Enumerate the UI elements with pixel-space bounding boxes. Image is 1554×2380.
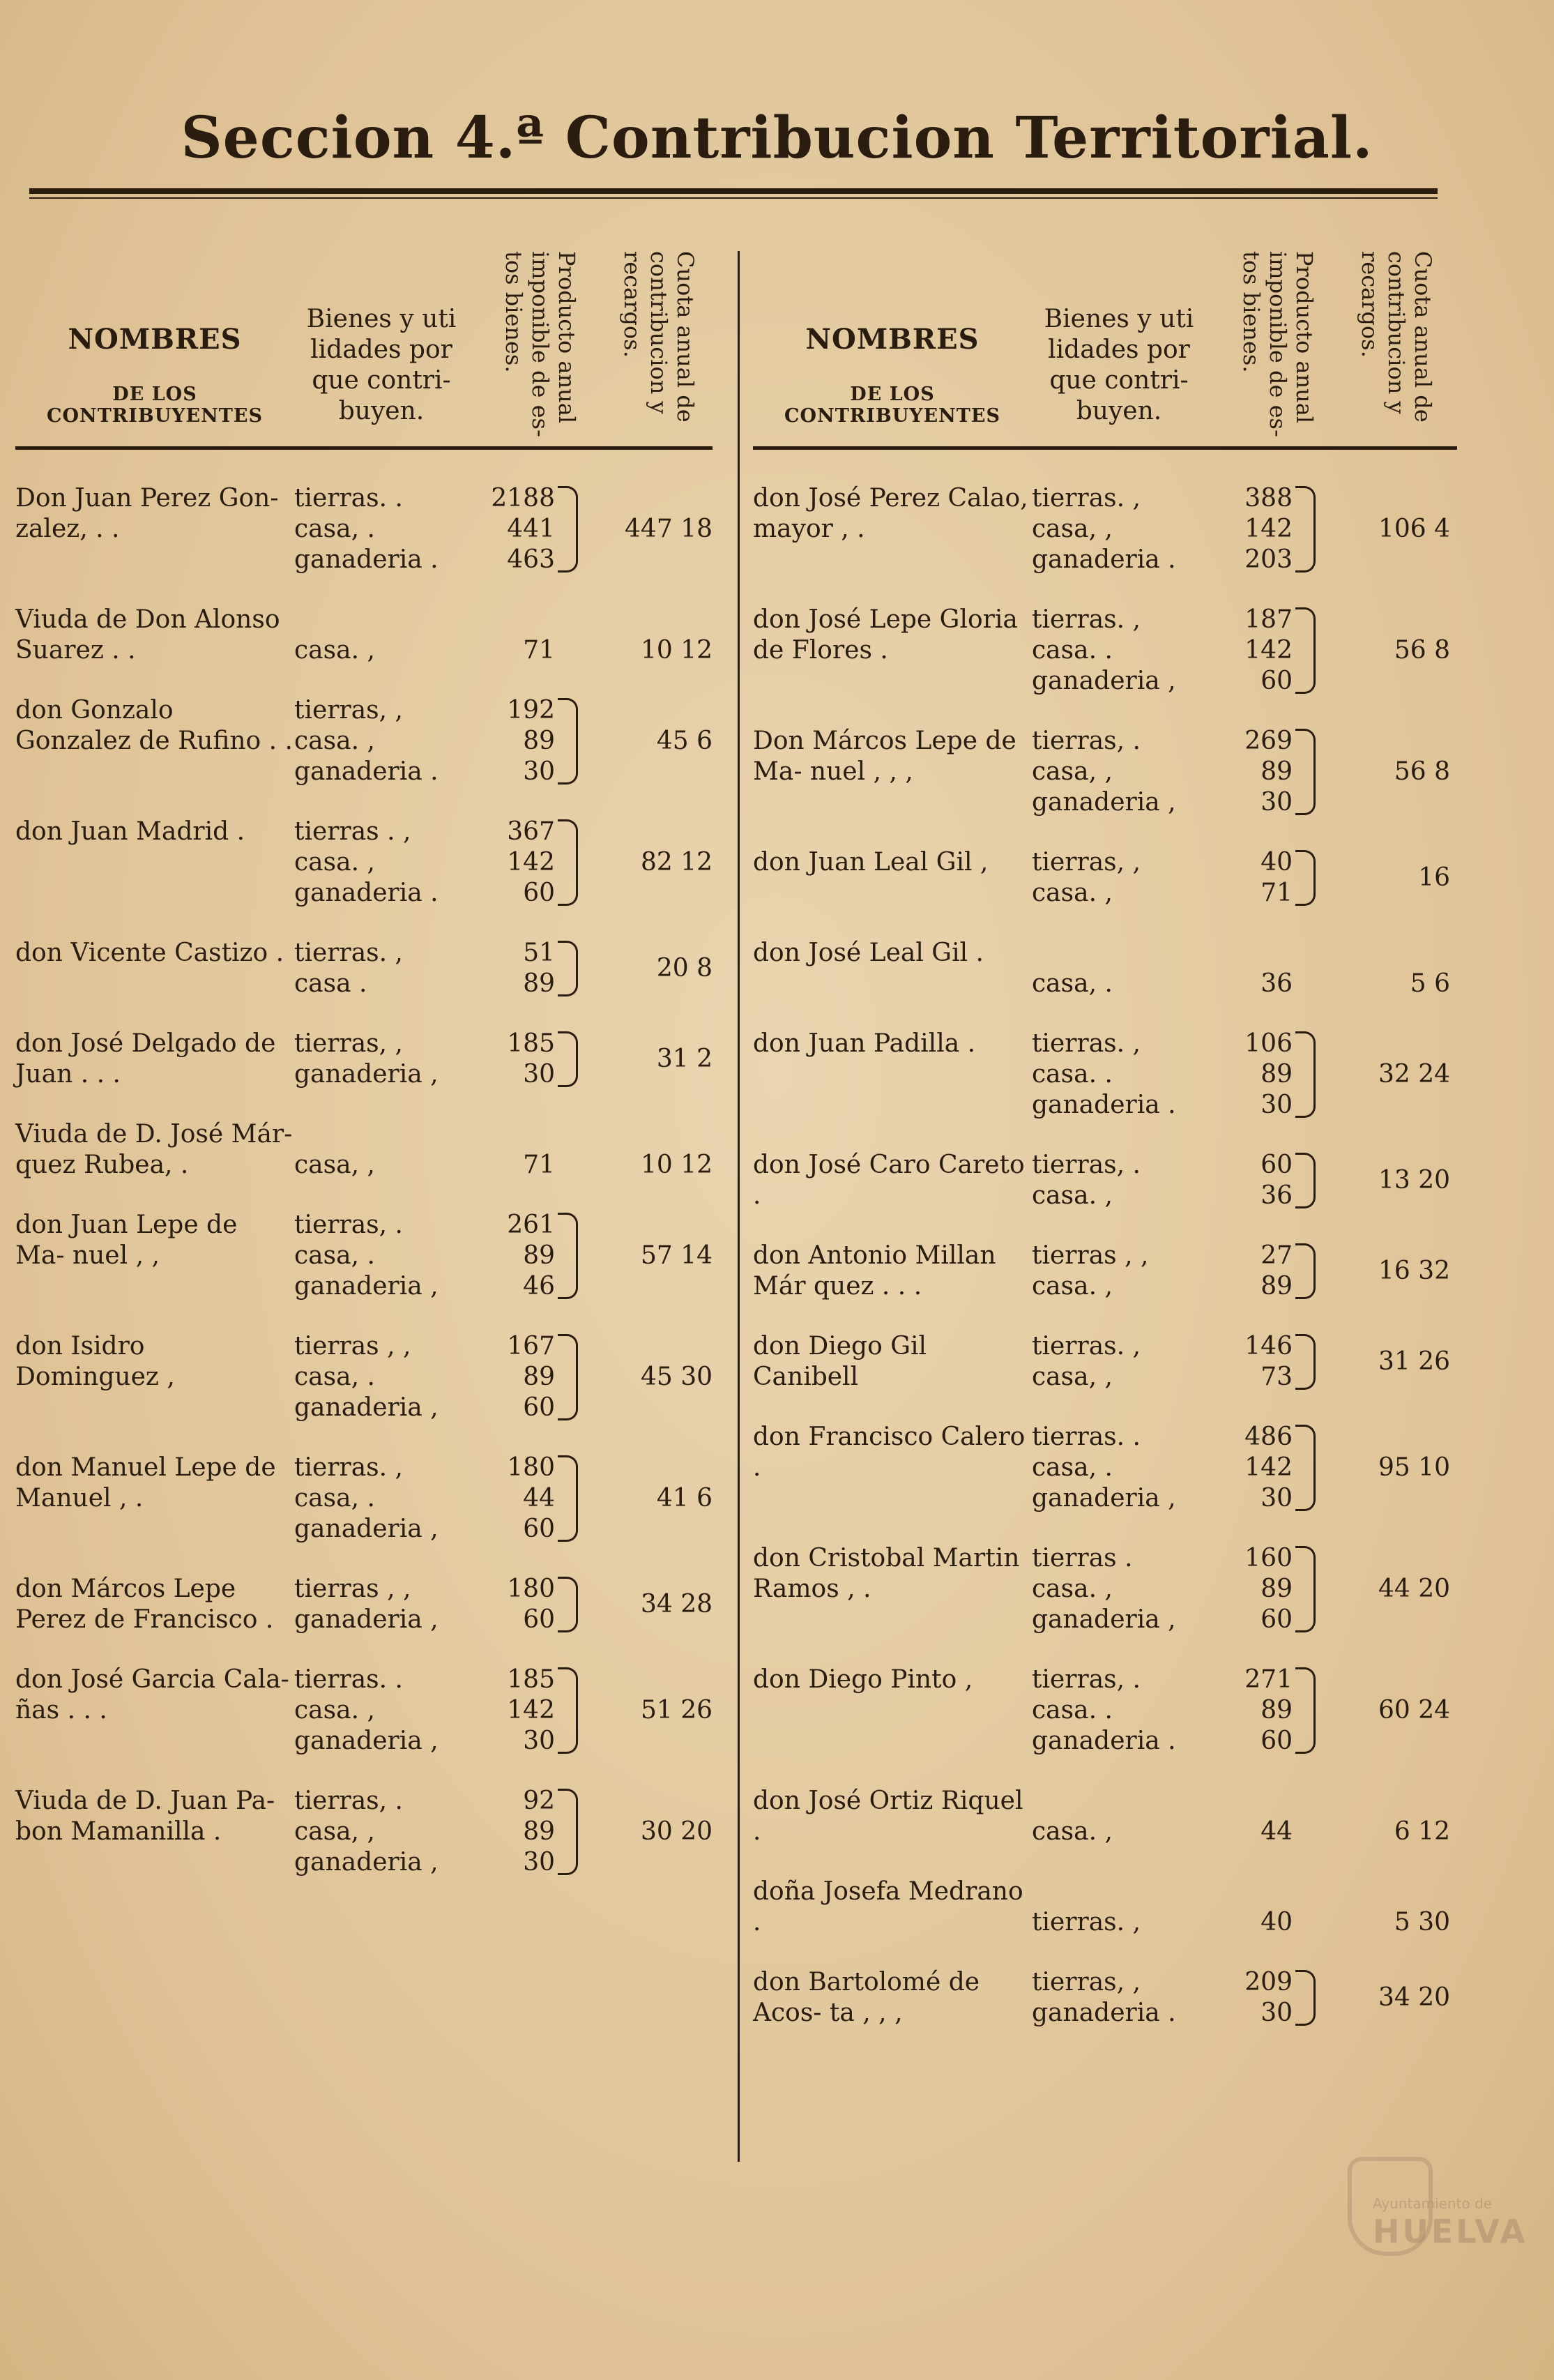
contributor-name: don Márcos Lepe Perez de Francisco . (15, 1575, 274, 1634)
product-value: 89 (1260, 1696, 1293, 1725)
entry-row (753, 605, 1450, 697)
product-value: 106 (1244, 1029, 1293, 1058)
entry-row (753, 483, 1450, 575)
brace (1295, 1153, 1316, 1208)
product-value: 60 (1260, 1151, 1293, 1179)
brace (1295, 1425, 1316, 1511)
entry-row (15, 605, 713, 666)
goods-item: ganaderia . (294, 757, 439, 786)
goods-item: casa. . (1032, 1060, 1113, 1089)
quota-value: 45 6 (656, 727, 713, 755)
contributor-name: don José Perez Calao, mayor , . (753, 484, 1028, 543)
title-rule (29, 188, 1438, 194)
goods-item: tierras, . (294, 1211, 403, 1239)
product-value: 60 (523, 1393, 555, 1422)
goods-list (294, 1786, 475, 1878)
goods-item: casa. , (294, 848, 375, 877)
product-value: 30 (523, 757, 555, 786)
goods-item: ganaderia . (294, 879, 439, 907)
brace (558, 698, 578, 785)
goods-item: tierras, , (1032, 848, 1141, 877)
entry-row (15, 1574, 713, 1635)
quota-value: 31 26 (1378, 1347, 1450, 1376)
goods-list (1032, 969, 1213, 999)
product-value: 60 (523, 879, 555, 907)
quota-value: 56 8 (1394, 636, 1450, 665)
goods-item: tierras. , (1032, 605, 1141, 634)
contributor-name: don Isidro Dominguez , (15, 1332, 175, 1391)
goods-list (1032, 1665, 1213, 1757)
goods-list (1032, 1907, 1213, 1938)
goods-item: ganaderia , (294, 1393, 439, 1422)
product-value: 60 (1260, 667, 1293, 695)
goods-list (294, 1453, 475, 1545)
goods-item: ganaderia , (294, 1060, 439, 1089)
header-goods: Bienes y uti lidades por que contri- buyen. (306, 305, 457, 425)
right-column (753, 251, 1457, 2027)
goods-item: tierras. . (294, 1665, 403, 1694)
entry-row (753, 1665, 1450, 1757)
goods-item: tierras, . (1032, 1665, 1141, 1694)
product-value: 30 (523, 1727, 555, 1755)
goods-list (1032, 1817, 1213, 1847)
brace (1295, 1031, 1316, 1118)
contributor-name: don Antonio Millan Már quez . . . (753, 1241, 996, 1301)
goods-item: tierras . , (294, 817, 411, 846)
goods-item: tierras, , (294, 696, 403, 725)
quota-value: 51 26 (640, 1696, 713, 1725)
entry-row (15, 1119, 713, 1181)
goods-item: ganaderia , (294, 1272, 439, 1301)
product-value: 71 (1260, 879, 1293, 907)
product-value: 30 (523, 1848, 555, 1877)
header-quota: Cuota anual de contribucion y recargos. (1357, 251, 1436, 423)
product-value: 89 (523, 969, 555, 998)
contributor-name: don Bartolomé de Acos- ta , , , (753, 1968, 980, 2027)
goods-item: casa. , (1032, 879, 1113, 907)
goods-list (294, 1210, 475, 1302)
product-value: 261 (507, 1211, 555, 1239)
product-value: 60 (523, 1515, 555, 1543)
product-value: 30 (1260, 788, 1293, 817)
contributor-name: don Diego Pinto , (753, 1665, 973, 1694)
quota-value: 57 14 (640, 1241, 713, 1270)
product-value: 30 (1260, 1999, 1293, 2027)
goods-item: tierras . (1032, 1544, 1133, 1572)
brace (1295, 1667, 1316, 1754)
quota-value: 13 20 (1378, 1166, 1450, 1195)
entry-row (753, 1241, 1450, 1302)
product-value: 44 (1260, 1817, 1293, 1846)
goods-item: tierras. , (1032, 1029, 1141, 1058)
product-value: 89 (523, 1241, 555, 1270)
goods-list (1032, 1967, 1213, 2029)
goods-item: ganaderia . (1032, 1999, 1176, 2027)
page-title: Seccion 4.ª Contribucion Territorial. (181, 105, 1373, 172)
goods-item: casa, . (294, 515, 375, 543)
goods-list (1032, 1422, 1213, 1514)
goods-list (294, 1331, 475, 1423)
goods-item: ganaderia . (1032, 1727, 1176, 1755)
product-value: 36 (1260, 1181, 1293, 1210)
goods-item: tierras , , (294, 1575, 411, 1603)
goods-item: casa. . (1032, 1696, 1113, 1725)
goods-item: tierras. . (1032, 1423, 1141, 1451)
header-goods: Bienes y uti lidades por que contri- buyen. (1044, 305, 1194, 425)
quota-value: 16 (1418, 863, 1450, 892)
quota-value: 82 12 (640, 848, 713, 877)
brace (558, 1334, 578, 1420)
entry-row (753, 1877, 1450, 1938)
header-names-sub: DE LOS CONTRIBUYENTES (47, 384, 263, 427)
goods-item: tierras. . (294, 484, 403, 513)
entry-row (753, 1150, 1450, 1211)
entry-row (753, 847, 1450, 909)
contributor-name: don José Delgado de Juan . . . (15, 1029, 276, 1089)
product-value: 71 (523, 1151, 555, 1179)
quota-value: 447 18 (625, 515, 713, 543)
contributor-name: doña Josefa Medrano . (753, 1877, 1023, 1936)
quota-value: 106 4 (1378, 515, 1450, 543)
product-value: 46 (523, 1272, 555, 1301)
product-value: 30 (1260, 1484, 1293, 1513)
header-names-title: NOMBRES (68, 323, 242, 356)
goods-list (1032, 847, 1213, 909)
product-values (1213, 1817, 1318, 1847)
product-value: 209 (1244, 1968, 1293, 1996)
goods-item: casa. , (1032, 1181, 1113, 1210)
product-value: 271 (1244, 1665, 1293, 1694)
goods-list (294, 817, 475, 909)
goods-item: ganaderia , (1032, 1484, 1176, 1513)
product-value: 192 (507, 696, 555, 725)
goods-item: casa, , (1032, 515, 1113, 543)
goods-item: casa, . (1032, 969, 1113, 998)
brace (1295, 486, 1316, 573)
contributor-name: don Juan Leal Gil , (753, 848, 989, 877)
product-value: 388 (1244, 484, 1293, 513)
contributor-name: don Cristobal Martin Ramos , . (753, 1544, 1020, 1603)
product-value: 73 (1260, 1363, 1293, 1391)
goods-item: tierras, . (294, 1787, 403, 1815)
goods-item: ganaderia , (294, 1515, 439, 1543)
contributor-name: don José Caro Careto . (753, 1151, 1025, 1210)
contributor-name: don Gonzalo Gonzalez de Rufino . . (15, 696, 294, 755)
product-value: 27 (1260, 1241, 1293, 1270)
goods-item: ganaderia , (294, 1848, 439, 1877)
goods-item: casa. . (1032, 636, 1113, 665)
brace (558, 1789, 578, 1875)
goods-item: tierras, , (294, 1029, 403, 1058)
goods-item: casa, . (294, 1484, 375, 1513)
goods-list (1032, 726, 1213, 818)
quota-value: 31 2 (656, 1045, 713, 1073)
goods-item: ganaderia . (294, 545, 439, 574)
entry-row (15, 1786, 713, 1878)
goods-item: ganaderia . (1032, 545, 1176, 574)
product-values (475, 635, 580, 666)
entry-row (753, 1422, 1450, 1514)
quota-value: 41 6 (656, 1484, 713, 1513)
quota-value: 45 30 (640, 1363, 713, 1391)
product-value: 71 (523, 636, 555, 665)
contributor-name: don José Garcia Cala- ñas . . . (15, 1665, 289, 1725)
quota-value: 10 12 (640, 1151, 713, 1179)
brace (1295, 1970, 1316, 2026)
product-value: 142 (1244, 1453, 1293, 1482)
goods-item: ganaderia , (1032, 1605, 1176, 1634)
product-value: 89 (523, 727, 555, 755)
left-column (15, 251, 713, 1877)
goods-item: casa. , (1032, 1817, 1113, 1846)
product-values (1213, 1907, 1318, 1938)
brace (558, 819, 578, 906)
product-value: 40 (1260, 848, 1293, 877)
goods-item: ganaderia , (294, 1727, 439, 1755)
contributor-name: Don Márcos Lepe de Ma- nuel , , , (753, 727, 1016, 786)
product-value: 486 (1244, 1423, 1293, 1451)
quota-value: 34 20 (1378, 1983, 1450, 2012)
product-value: 30 (523, 1060, 555, 1089)
header-names-title: NOMBRES (805, 323, 980, 356)
contributor-name: don Juan Madrid . (15, 817, 245, 846)
brace (558, 486, 578, 573)
contributor-name: don José Leal Gil . (753, 939, 984, 967)
goods-list (1032, 1241, 1213, 1302)
watermark-line1: Ayuntamiento de (1373, 2195, 1493, 2212)
goods-item: tierras. , (1032, 1908, 1141, 1936)
contributor-name: don Diego Gil Canibell (753, 1332, 927, 1391)
quota-value: 5 30 (1394, 1908, 1450, 1936)
product-value: 142 (1244, 636, 1293, 665)
product-value: 44 (523, 1484, 555, 1513)
contributor-name: don Francisco Calero . (753, 1423, 1026, 1482)
goods-item: tierras, , (1032, 1968, 1141, 1996)
quota-value: 56 8 (1394, 757, 1450, 786)
goods-item: casa. , (294, 636, 375, 665)
header-names-sub: DE LOS CONTRIBUYENTES (784, 384, 1000, 427)
goods-item: casa. , (1032, 1575, 1113, 1603)
product-value: 146 (1244, 1332, 1293, 1360)
brace (558, 1667, 578, 1754)
entry-row (753, 1029, 1450, 1121)
quota-value: 6 12 (1394, 1817, 1450, 1846)
entry-row (753, 1786, 1450, 1847)
product-value: 463 (507, 545, 555, 574)
entry-row (753, 1331, 1450, 1393)
goods-item: casa. , (1032, 1272, 1113, 1301)
goods-item: casa, , (1032, 1363, 1113, 1391)
goods-item: casa, . (1032, 1453, 1113, 1482)
goods-item: casa, , (1032, 757, 1113, 786)
product-value: 36 (1260, 969, 1293, 998)
goods-item: tierras. , (1032, 484, 1141, 513)
brace (558, 1455, 578, 1542)
right-header (753, 251, 1457, 450)
goods-list (294, 695, 475, 787)
product-value: 441 (507, 515, 555, 543)
entry-row (15, 817, 713, 909)
goods-item: tierras , , (294, 1332, 411, 1360)
header-names (15, 323, 294, 427)
goods-item: tierras. , (294, 1453, 403, 1482)
product-value: 167 (507, 1332, 555, 1360)
brace (1295, 1546, 1316, 1632)
product-value: 269 (1244, 727, 1293, 755)
goods-item: ganaderia , (1032, 667, 1176, 695)
goods-list (1032, 1029, 1213, 1121)
contributor-name: don Vicente Castizo . (15, 939, 284, 967)
quota-value: 20 8 (656, 954, 713, 983)
entry-row (15, 1331, 713, 1423)
quota-value: 10 12 (640, 636, 713, 665)
contributor-name: don Manuel Lepe de Manuel , . (15, 1453, 276, 1513)
product-values (475, 1150, 580, 1181)
goods-list (294, 635, 475, 666)
entry-row (15, 483, 713, 575)
huelva-watermark (1268, 2157, 1528, 2317)
product-value: 89 (1260, 1575, 1293, 1603)
header-names (753, 323, 1032, 427)
product-values (1213, 969, 1318, 999)
goods-list (294, 938, 475, 999)
goods-list (294, 1665, 475, 1757)
product-value: 185 (507, 1665, 555, 1694)
goods-item: ganaderia , (294, 1605, 439, 1634)
goods-item: tierras , , (1032, 1241, 1149, 1270)
quota-value: 95 10 (1378, 1453, 1450, 1482)
goods-item: tierras, . (1032, 1151, 1141, 1179)
quota-value: 16 32 (1378, 1257, 1450, 1285)
brace (558, 941, 578, 996)
entry-row (753, 1967, 1450, 2029)
goods-list (1032, 1331, 1213, 1393)
quota-value: 32 24 (1378, 1060, 1450, 1089)
product-value: 51 (523, 939, 555, 967)
goods-list (1032, 1543, 1213, 1635)
goods-list (294, 1150, 475, 1181)
brace (558, 1213, 578, 1299)
brace (1295, 607, 1316, 694)
brace (1295, 1243, 1316, 1299)
product-value: 89 (1260, 1272, 1293, 1301)
goods-item: casa, , (294, 1151, 375, 1179)
product-value: 203 (1244, 545, 1293, 574)
entry-row (753, 726, 1450, 818)
product-value: 60 (1260, 1605, 1293, 1634)
goods-item: casa, , (294, 1817, 375, 1846)
contributor-name: Viuda de D. José Már- quez Rubea, . (15, 1120, 293, 1179)
product-value: 40 (1260, 1908, 1293, 1936)
goods-item: tierras, . (1032, 727, 1141, 755)
contributor-name: Don Juan Perez Gon- zalez, . . (15, 484, 279, 543)
quota-value: 44 20 (1378, 1575, 1450, 1603)
product-value: 187 (1244, 605, 1293, 634)
contributor-name: don José Ortiz Riquel . (753, 1787, 1023, 1846)
contributor-name: don José Lepe Gloria de Flores . (753, 605, 1018, 665)
column-divider (738, 251, 740, 2162)
goods-item: tierras. , (294, 939, 403, 967)
quota-value: 34 28 (640, 1590, 713, 1619)
entry-row (15, 1665, 713, 1757)
goods-list (1032, 1150, 1213, 1211)
contributor-name: Viuda de Don Alonso Suarez . . (15, 605, 280, 665)
entry-row (753, 1543, 1450, 1635)
goods-list (1032, 483, 1213, 575)
header-product: Producto anual imponible de es- tos bienes. (1238, 251, 1318, 437)
goods-item: casa, . (294, 1363, 375, 1391)
product-value: 60 (1260, 1727, 1293, 1755)
goods-item: casa . (294, 969, 367, 998)
product-value: 185 (507, 1029, 555, 1058)
goods-item: tierras. , (1032, 1332, 1141, 1360)
watermark-line2: HUELVA (1373, 2213, 1528, 2250)
brace (558, 1577, 578, 1632)
entry-row (15, 695, 713, 787)
entry-row (15, 1210, 713, 1302)
product-value: 367 (507, 817, 555, 846)
product-value: 92 (523, 1787, 555, 1815)
product-value: 60 (523, 1605, 555, 1634)
goods-item: casa, . (294, 1241, 375, 1270)
entry-row (15, 1029, 713, 1090)
header-quota: Cuota anual de contribucion y recargos. (619, 251, 699, 423)
quota-value: 30 20 (640, 1817, 713, 1846)
goods-list (1032, 605, 1213, 697)
product-value: 142 (1244, 515, 1293, 543)
product-value: 89 (1260, 1060, 1293, 1089)
product-value: 180 (507, 1575, 555, 1603)
goods-list (294, 483, 475, 575)
product-value: 89 (523, 1363, 555, 1391)
brace (1295, 1334, 1316, 1390)
product-value: 89 (1260, 757, 1293, 786)
brace (1295, 850, 1316, 906)
header-product: Producto anual imponible de es- tos bienes. (501, 251, 580, 437)
contributor-name: don Juan Padilla . (753, 1029, 976, 1058)
quota-value: 5 6 (1410, 969, 1450, 998)
goods-item: ganaderia , (1032, 788, 1176, 817)
product-value: 2188 (491, 484, 555, 513)
product-value: 180 (507, 1453, 555, 1482)
product-value: 160 (1244, 1544, 1293, 1572)
product-value: 89 (523, 1817, 555, 1846)
product-value: 142 (507, 1696, 555, 1725)
contributor-name: Viuda de D. Juan Pa- bon Mamanilla . (15, 1787, 275, 1846)
brace (1295, 729, 1316, 815)
entry-row (15, 1453, 713, 1545)
left-header (15, 251, 713, 450)
product-value: 30 (1260, 1091, 1293, 1119)
product-value: 142 (507, 848, 555, 877)
goods-list (294, 1574, 475, 1635)
quota-value: 60 24 (1378, 1696, 1450, 1725)
entry-row (15, 938, 713, 999)
goods-item: casa. , (294, 727, 375, 755)
title-rule-thin (29, 197, 1438, 199)
entry-row (753, 938, 1450, 999)
goods-list (294, 1029, 475, 1090)
contributor-name: don Juan Lepe de Ma- nuel , , (15, 1211, 238, 1270)
goods-item: ganaderia . (1032, 1091, 1176, 1119)
goods-item: casa. , (294, 1696, 375, 1725)
brace (558, 1031, 578, 1087)
